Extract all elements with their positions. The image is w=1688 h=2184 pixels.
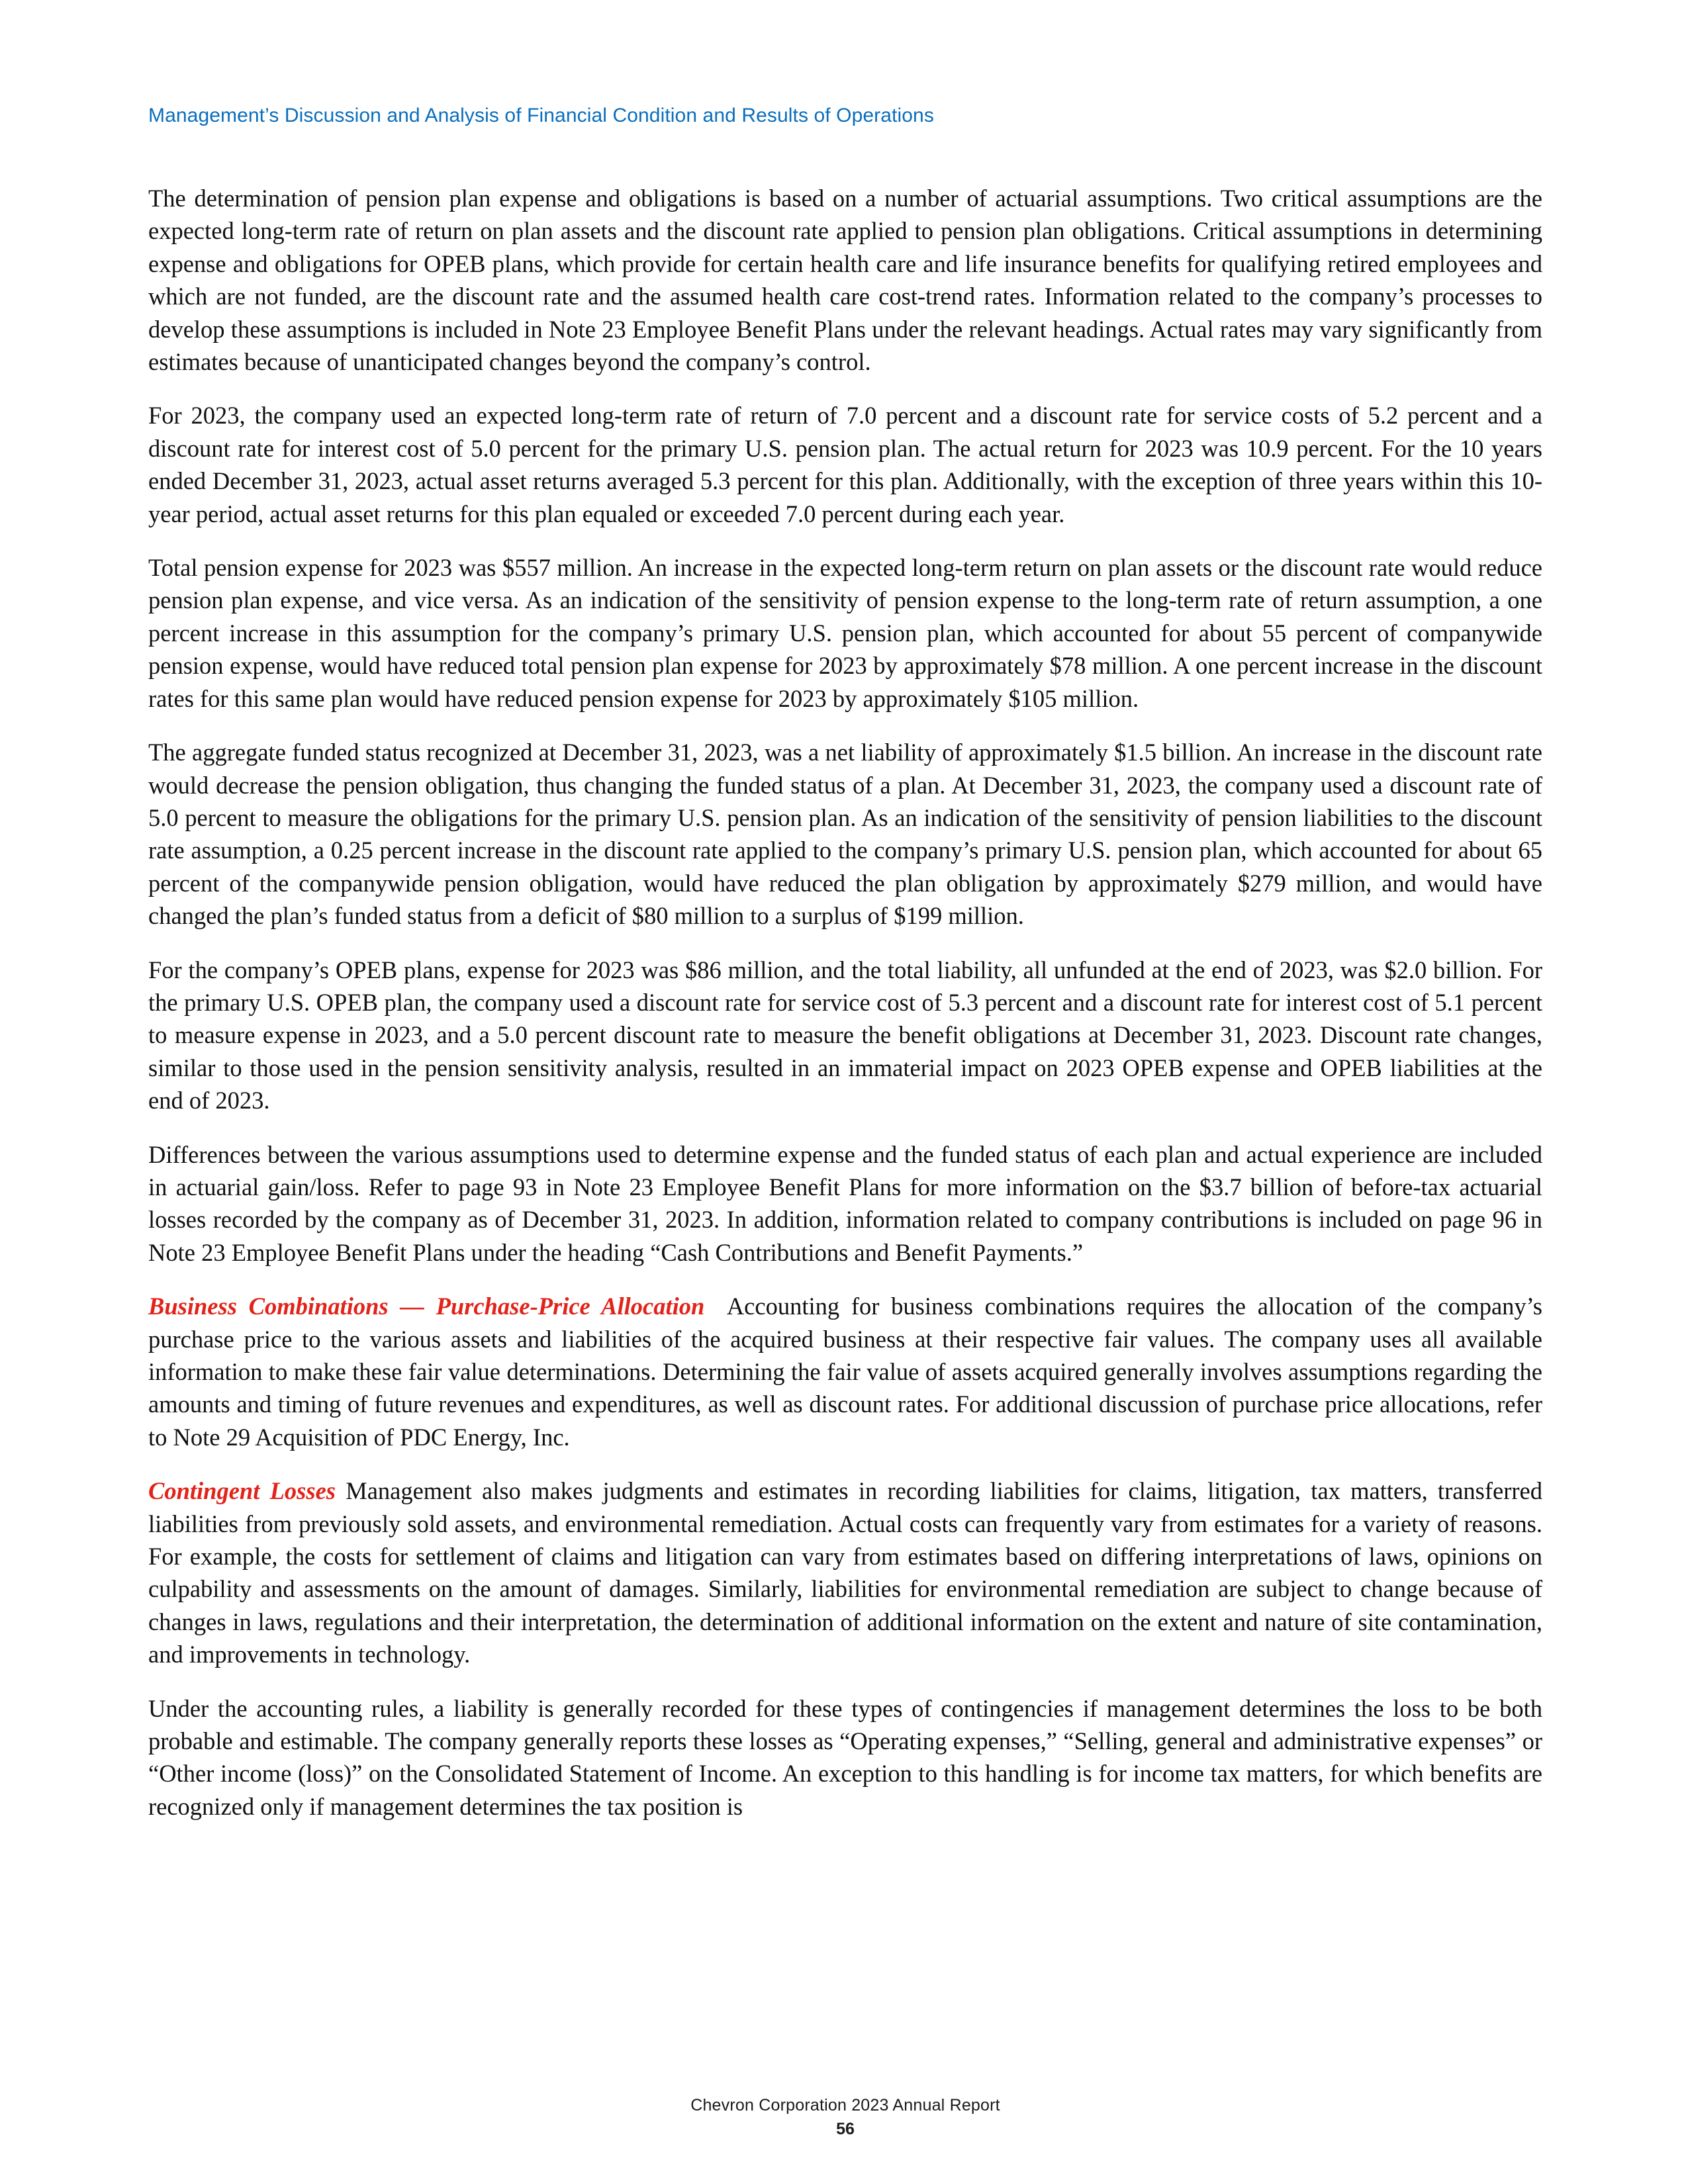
paragraph-contingent-losses: [148, 1475, 1542, 1670]
body-text: [148, 182, 1542, 1844]
paragraph-pension-expense: [148, 551, 1542, 715]
paragraph-text: For 2023, the company used an expected long-term rate of return of 7.0 percent and a discount rate for service costs of 5.2 percent and a discount rate for interest cost of 5.0 percent for the primary U.S. pension plan. The actual return for 2023 was 10.9 percent. For the 10 years ended December 31, 2023, actual asset returns averaged 5.3 percent for this plan. Additionally, with the exception of three years within this 10-year period, actual asset returns for this plan equaled or exceeded 7.0 percent during each year.: [148, 402, 1542, 527]
paragraph-text: The aggregate funded status recognized at December 31, 2023, was a net liability of approximately $1.5 billion. An increase in the discount rate would decrease the pension obligation, thus changing the funded status of a plan. At December 31, 2023, the company used a discount rate of 5.0 percent to measure the obligations for the primary U.S. pension plan. As an indication of the sensitivity of pension liabilities to the discount rate assumption, a 0.25 percent increase in the discount rate applied to the company’s primary U.S. pension plan, which accounted for about 65 percent of the companywide pension obligation, would have reduced the plan obligation by approximately $279 million, and would have changed the plan’s funded status from a deficit of $80 million to a surplus of $199 million.: [148, 739, 1542, 930]
paragraph-pension-assumptions: [148, 182, 1542, 378]
paragraph-accounting-rules: [148, 1692, 1542, 1823]
paragraph-business-combinations: [148, 1290, 1542, 1453]
paragraph-text: Total pension expense for 2023 was $557 million. An increase in the expected long-term return on plan assets or the discount rate would reduce pension plan expense, and vice versa. As an indication of the sensitivity of pension expense to the long-term rate of return assumption, a one percent increase in this assumption for the company’s primary U.S. pension plan, which accounted for about 55 percent of companywide pension expense, would have reduced total pension plan expense for 2023 by approximately $78 million. A one percent increase in the discount rates for this same plan would have reduced pension expense for 2023 by approximately $105 million.: [148, 554, 1542, 712]
running-header: Management’s Discussion and Analysis of Financial Condition and Results of Operations: [148, 105, 934, 126]
run-in-heading: Contingent Losses: [148, 1477, 336, 1505]
paragraph-text: For the company’s OPEB plans, expense for 2023 was $86 million, and the total liability, all unfunded at the end of 2023, was $2.0 billion. For the primary U.S. OPEB plan, the company used a discount rate for service cost of 5.3 percent and a discount rate for interest cost of 5.1 percent to measure expense in 2023, and a 5.0 percent discount rate to measure the benefit obligations at December 31, 2023. Discount rate changes, similar to those used in the pension sensitivity analysis, resulted in an immaterial impact on 2023 OPEB expense and OPEB liabilities at the end of 2023.: [148, 956, 1542, 1115]
page-footer: [148, 2094, 1542, 2142]
paragraph-opeb-plans: [148, 954, 1542, 1117]
footer-report-title: Chevron Corporation 2023 Annual Report: [690, 2096, 1000, 2115]
paragraph-text: Management also makes judgments and estimates in recording liabilities for claims, litigation, tax matters, transferred liabilities from previously sold assets, and environmental remediation. Actual costs can frequently vary from estimates for a variety of reasons. For example, the costs for settlement of claims and litigation can vary from estimates based on differing interpretations of laws, opinions on culpability and assessments on the amount of damages. Similarly, liabilities for environmental remediation are subject to change because of changes in laws, regulations and their interpretation, the determination of additional information on the extent and nature of site contamination, and improvements in technology.: [148, 1477, 1543, 1668]
paragraph-text: Accounting for business combinations requires the allocation of the company’s purchase price to the various assets and liabilities of the acquired business at their respective fair values. The company uses all available information to make these fair value determinations. Determining the fair value of assets acquired generally involves assumptions regarding the amounts and timing of future revenues and expenditures, as well as discount rates. For additional discussion of purchase price allocations, refer to Note 29 Acquisition of PDC Energy, Inc.: [148, 1293, 1542, 1451]
paragraph-text: Differences between the various assumptions used to determine expense and the funded status of each plan and actual experience are included in actuarial gain/loss. Refer to page 93 in Note 23 Employee Benefit Plans for more information on the $3.7 billion of before-tax actuarial losses recorded by the company as of December 31, 2023. In addition, information related to company contributions is included on page 96 in Note 23 Employee Benefit Plans under the heading “Cash Contributions and Benefit Payments.”: [148, 1140, 1542, 1266]
paragraph-2023-rates: [148, 399, 1542, 530]
paragraph-actuarial-differences: [148, 1138, 1542, 1269]
paragraph-text: The determination of pension plan expense and obligations is based on a number of actuarial assumptions. Two critical assumptions are the expected long-term rate of return on plan assets and the discount rate applied to pension plan obligations. Critical assumptions in determining expense and obligations for OPEB plans, which provide for certain health care and life insurance benefits for qualifying retired employees and which are not funded, are the discount rate and the assumed health care cost-trend rates. Information related to the company’s processes to develop these assumptions is included in Note 23 Employee Benefit Plans under the relevant headings. Actual rates may vary significantly from estimates because of unanticipated changes beyond the company’s control.: [148, 185, 1542, 376]
paragraph-funded-status: [148, 736, 1542, 932]
report-page: [148, 0, 1542, 2184]
page-number: 56: [836, 2120, 855, 2138]
paragraph-text: Under the accounting rules, a liability is generally recorded for these types of contingencies if management determines the loss to be both probable and estimable. The company generally reports these losses as “Operating expenses,” “Selling, general and administrative expenses” or “Other income (loss)” on the Consolidated Statement of Income. An exception to this handling is for income tax matters, for which benefits are recognized only if management determines the tax position is: [148, 1694, 1542, 1820]
run-in-heading: Business Combinations — Purchase-Price Allocation: [148, 1293, 705, 1320]
